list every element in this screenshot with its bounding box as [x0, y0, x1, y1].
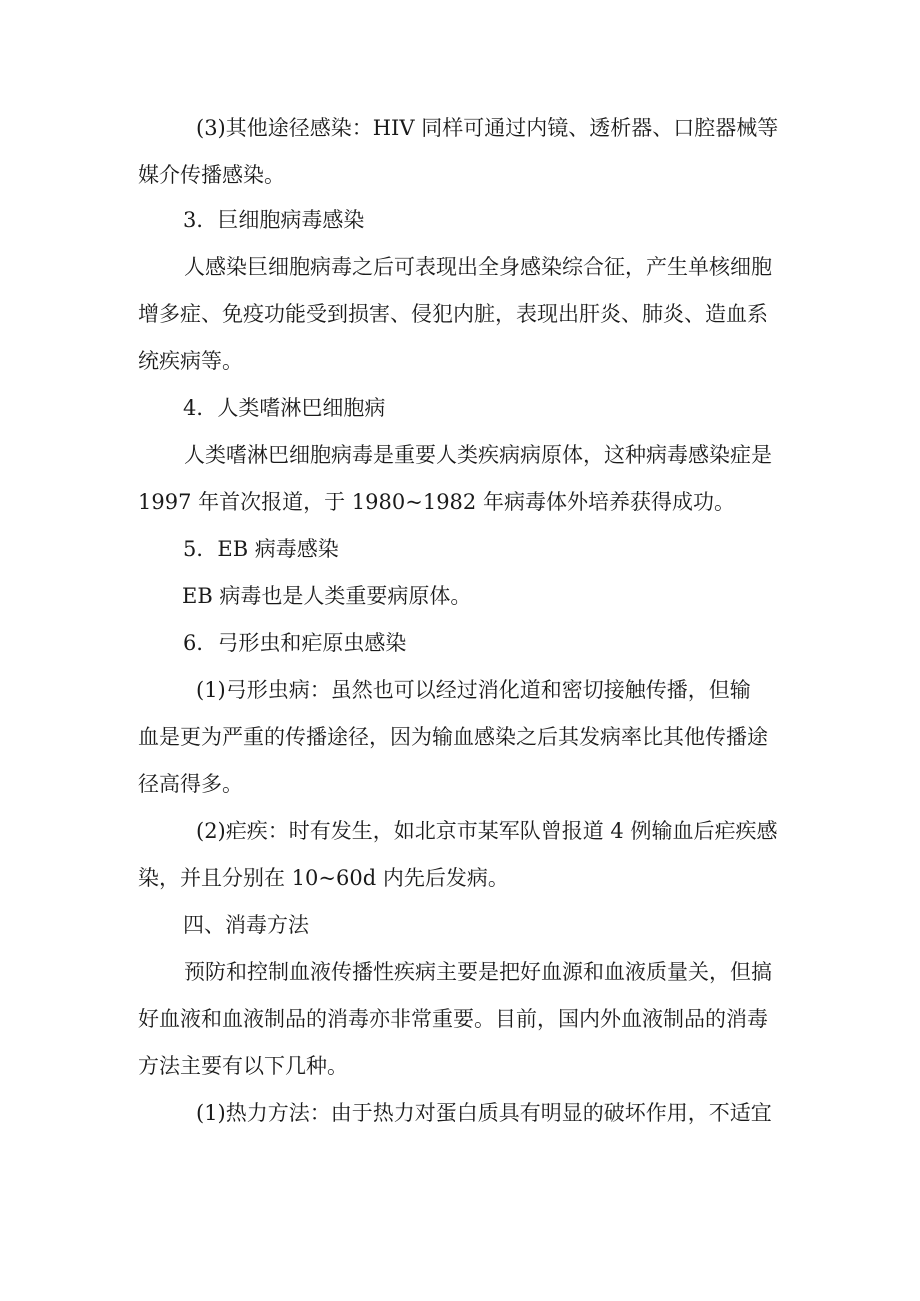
- text-line: 人感染巨细胞病毒之后可表现出全身感染综合征，产生单核细胞: [184, 255, 772, 279]
- paragraph-malaria: [138, 808, 786, 902]
- text-line: 统疾病等。: [138, 349, 243, 373]
- paragraph-eb-virus: [138, 573, 786, 620]
- paragraph-toxoplasmosis: [138, 667, 786, 808]
- text-line: 媒介传播感染。: [138, 163, 285, 187]
- heading-text: 四、消毒方法: [183, 913, 309, 937]
- text-line: 方法主要有以下几种。: [138, 1054, 348, 1078]
- heading-text: 5．EB 病毒感染: [183, 537, 339, 561]
- heading-disinfection-methods: [183, 902, 831, 949]
- text-line: 血是更为严重的传播途径，因为输血感染之后其发病率比其他传播途: [138, 725, 768, 749]
- heading-text: 4．人类嗜淋巴细胞病: [183, 396, 386, 420]
- heading-text: 6．弓形虫和疟原虫感染: [183, 631, 407, 655]
- heading-text: 3．巨细胞病毒感染: [183, 208, 365, 232]
- text-line: 染，并且分别在 10~60d 内先后发病。: [138, 866, 509, 890]
- text-line: 预防和控制血液传播性疾病主要是把好血源和血液质量关，但搞: [184, 960, 772, 984]
- text-line: (2)疟疾：时有发生，如北京市某军队曾报道 4 例输血后疟疾感: [196, 819, 778, 843]
- text-line: 人类嗜淋巴细胞病毒是重要人类疾病病原体，这种病毒感染症是: [184, 443, 772, 467]
- heading-toxoplasma-malaria: [183, 620, 831, 667]
- paragraph-lymphotropic: [138, 432, 786, 526]
- paragraph-cytomegalovirus: [138, 244, 786, 385]
- paragraph-heat-method: [138, 1090, 786, 1137]
- text-line: 好血液和血液制品的消毒亦非常重要。目前，国内外血液制品的消毒: [138, 1007, 768, 1031]
- heading-lymphotropic: [183, 385, 831, 432]
- text-line: EB 病毒也是人类重要病原体。: [182, 584, 472, 608]
- heading-cytomegalovirus: [183, 197, 831, 244]
- paragraph-other-routes: [138, 105, 786, 199]
- text-line: 增多症、免疫功能受到损害、侵犯内脏，表现出肝炎、肺炎、造血系: [138, 302, 768, 326]
- heading-eb-virus: [183, 526, 831, 573]
- paragraph-prevention: [138, 949, 786, 1090]
- text-line: (1)热力方法：由于热力对蛋白质具有明显的破坏作用，不适宜: [196, 1101, 772, 1125]
- text-line: (3)其他途径感染：HIV 同样可通过内镜、透析器、口腔器械等: [196, 116, 779, 140]
- text-line: (1)弓形虫病：虽然也可以经过消化道和密切接触传播，但输: [196, 678, 751, 702]
- text-line: 径高得多。: [138, 772, 243, 796]
- text-line: 1997 年首次报道，于 1980~1982 年病毒体外培养获得成功。: [138, 490, 735, 514]
